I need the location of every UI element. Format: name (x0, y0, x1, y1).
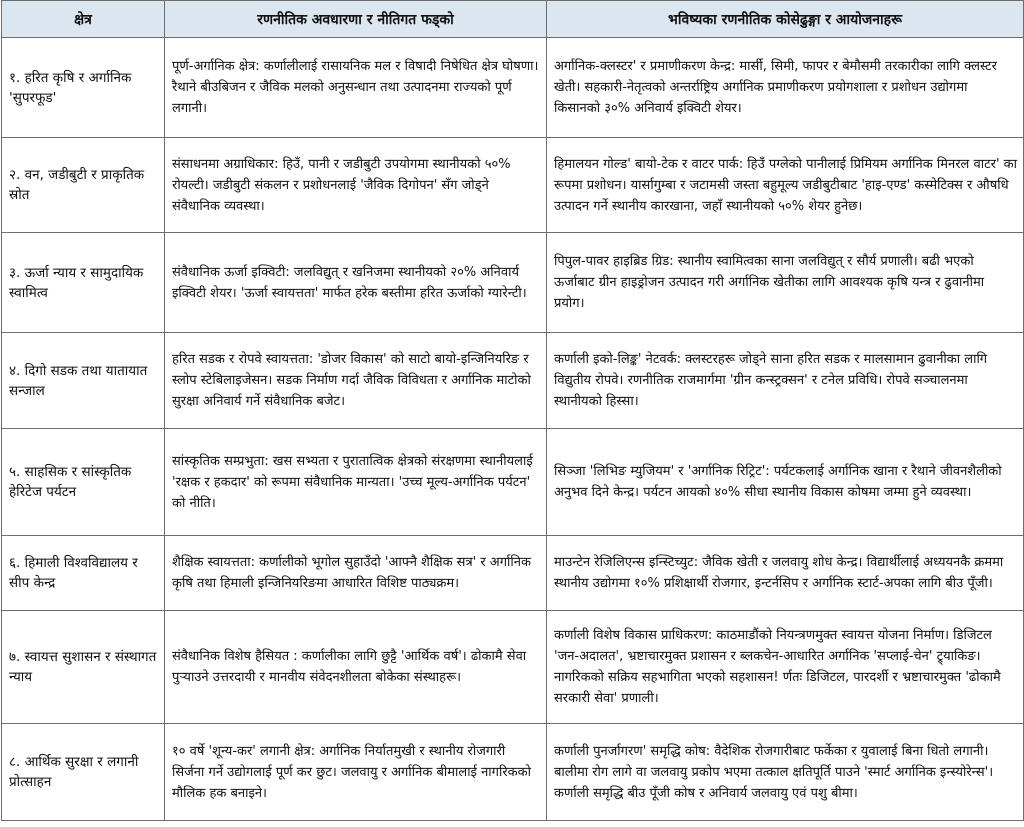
sector-cell: २. वन, जडीबुटी र प्राकृतिक स्रोत (2, 138, 165, 233)
header-projects: भविष्यका रणनीतिक कोसेढुङ्गा र आयोजनाहरू (547, 1, 1024, 38)
concept-cell: संसाधनमा अग्राधिकार: हिउँ, पानी र जडीबुटी उपयोगमा स्थानीयको ५०% रोयल्टी। जडीबुटी संकलन र प्रशोधनलाई 'जैविक दिगोपन' सँग जोड्ने संवैधानिक व्यवस्था। (165, 138, 547, 233)
table-row (2, 333, 1024, 429)
projects-cell: कर्णाली पुनर्जागरण' समृद्धि कोष: वैदेशिक रोजगारीबाट फर्केका र युवालाई बिना धितो लगानी। बालीमा रोग लागे वा जलवायु प्रकोप भएमा तत्काल क्षतिपूर्ति पाउने 'स्मार्ट अर्गानिक इन्स्योरेन्स'। कर्णाली समृद्धि बीउ पूँजी कोष र अनिवार्य जलवायु एवं पशु बीमा। (547, 724, 1024, 821)
projects-cell: माउन्टेन रेजिलिएन्स इन्स्टिच्युट: जैविक खेती र जलवायु शोध केन्द्र। विद्यार्थीलाई अध्ययनकै क्रममा स्थानीय उद्योगमा १०% प्रशिक्षार्थी रोजगार, इन्टर्नसिप र अर्गानिक स्टार्ट-अपका लागि बीउ पूँजी। (547, 536, 1024, 611)
table-row (2, 724, 1024, 821)
concept-cell: पूर्ण-अर्गानिक क्षेत्र: कर्णालीलाई रासायनिक मल र विषादी निषेधित क्षेत्र घोषणा। रैथाने बीउबिजन र जैविक मलको अनुसन्धान तथा उत्पादनमा राज्यको पूर्ण लगानी। (165, 38, 547, 138)
projects-cell: अर्गानिक-क्लस्टर' र प्रमाणीकरण केन्द्र: मार्सी, सिमी, फापर र बेमौसमी तरकारीका लागि क्लस्टर खेती। सहकारी-नेतृत्वको अन्तर्राष्ट्रिय अर्गानिक प्रमाणीकरण प्रयोगशाला र प्रशोधन उद्योगमा किसानको ३०% अनिवार्य इक्विटी शेयर। (547, 38, 1024, 138)
table-row (2, 233, 1024, 333)
projects-cell: पिपुल-पावर हाइब्रिड ग्रिड: स्थानीय स्वामित्वका साना जलविद्युत् र सौर्य प्रणाली। बढी भएको ऊर्जाबाट ग्रीन हाइड्रोजन उत्पादन गरी अर्गानिक खेतीका लागि आवश्यक कृषि यन्त्र र ढुवानीमा प्रयोग। (547, 233, 1024, 333)
table-row (2, 138, 1024, 233)
concept-cell: संवैधानिक विशेष हैसियत : कर्णालीका लागि छुट्टै 'आर्थिक वर्ष'। ढोकामै सेवा पुऱ्याउने उत्तरदायी र मानवीय संवेदनशीलता बोकेका संस्थाहरू। (165, 611, 547, 724)
sector-cell: ४. दिगो सडक तथा यातायात सन्जाल (2, 333, 165, 429)
concept-cell: शैक्षिक स्वायत्तता: कर्णालीको भूगोल सुहाउँदो 'आफ्नै शैक्षिक सत्र' र अर्गानिक कृषि तथा हिमाली इन्जिनियरिङमा आधारित विशिष्ट पाठ्यक्रम। (165, 536, 547, 611)
sector-cell: ८. आर्थिक सुरक्षा र लगानी प्रोत्साहन (2, 724, 165, 821)
header-row (2, 1, 1024, 38)
sector-cell: ३. ऊर्जा न्याय र सामुदायिक स्वामित्व (2, 233, 165, 333)
concept-cell: हरित सडक र रोपवे स्वायत्तता: 'डोजर विकास' को साटो बायो-इन्जिनियरिङ र स्लोप स्टेबिलाइजेसन। सडक निर्माण गर्दा जैविक विविधता र अर्गानिक माटोको सुरक्षा अनिवार्य गर्ने संवैधानिक बजेट। (165, 333, 547, 429)
table-row (2, 429, 1024, 536)
table-row (2, 611, 1024, 724)
sector-cell: १. हरित कृषि र अर्गानिक 'सुपरफूड' (2, 38, 165, 138)
concept-cell: संवैधानिक ऊर्जा इक्विटी: जलविद्युत् र खनिजमा स्थानीयको २०% अनिवार्य इक्विटी शेयर। 'ऊर्जा स्वायत्तता' मार्फत हरेक बस्तीमा हरित ऊर्जाको ग्यारेन्टी। (165, 233, 547, 333)
concept-cell: १० वर्षे 'शून्य-कर' लगानी क्षेत्र: अर्गानिक निर्यातमुखी र स्थानीय रोजगारी सिर्जना गर्ने उद्योगलाई पूर्ण कर छुट। जलवायु र अर्गानिक बीमालाई नागरिकको मौलिक हक बनाइने। (165, 724, 547, 821)
table-row (2, 536, 1024, 611)
sector-cell: ७. स्वायत्त सुशासन र संस्थागत न्याय (2, 611, 165, 724)
table-row (2, 38, 1024, 138)
header-concept: रणनीतिक अवधारणा र नीतिगत फड्को (165, 1, 547, 38)
concept-cell: सांस्कृतिक सम्प्रभुता: खस सभ्यता र पुरातात्विक क्षेत्रको संरक्षणमा स्थानीयलाई 'रक्षक र हकदार' को रूपमा संवैधानिक मान्यता। 'उच्च मूल्य-अर्गानिक पर्यटन' को नीति। (165, 429, 547, 536)
projects-cell: हिमालयन गोल्ड' बायो-टेक र वाटर पार्क: हिउँ पग्लेको पानीलाई प्रिमियम अर्गानिक मिनरल वाटर' का रूपमा प्रशोधन। यार्सागुम्बा र जटामसी जस्ता बहुमूल्य जडीबुटीबाट 'हाइ-एण्ड' कस्मेटिक्स र औषधि उत्पादन गर्ने स्थानीय कारखाना, जहाँ स्थानीयको ५०% शेयर हुनेछ। (547, 138, 1024, 233)
projects-cell: कर्णाली विशेष विकास प्राधिकरण: काठमाडौंको नियन्त्रणमुक्त स्वायत्त योजना निर्माण। डिजिटल 'जन-अदालत', भ्रष्टाचारमुक्त प्रशासन र ब्लकचेन-आधारित अर्गानिक 'सप्लाई-चेन' ट्र्याकिङ। नागरिकको सक्रिय सहभागिता भएको सहशासन! र्णतः डिजिटल, पारदर्शी र भ्रष्टाचारमुक्त 'ढोकामै सरकारी सेवा' प्रणाली। (547, 611, 1024, 724)
header-sector: क्षेत्र (2, 1, 165, 38)
sector-cell: ६. हिमाली विश्वविद्यालय र सीप केन्द्र (2, 536, 165, 611)
strategy-table (1, 0, 1024, 821)
projects-cell: कर्णाली इको-लिङ्क' नेटवर्क: क्लस्टरहरू जोड्ने साना हरित सडक र मालसामान ढुवानीका लागि विद्युतीय रोपवे। रणनीतिक राजमार्गमा 'ग्रीन कन्स्ट्रक्सन' र टनेल प्रविधि। रोपवे सञ्चालनमा स्थानीयको हिस्सा। (547, 333, 1024, 429)
sector-cell: ५. साहसिक र सांस्कृतिक हेरिटेज पर्यटन (2, 429, 165, 536)
projects-cell: सिञ्जा 'लिभिङ म्युजियम' र 'अर्गानिक रिट्रिट': पर्यटकलाई अर्गानिक खाना र रैथाने जीवनशैलीको अनुभव दिने केन्द्र। पर्यटन आयको ४०% सीधा स्थानीय विकास कोषमा जम्मा हुने व्यवस्था। (547, 429, 1024, 536)
